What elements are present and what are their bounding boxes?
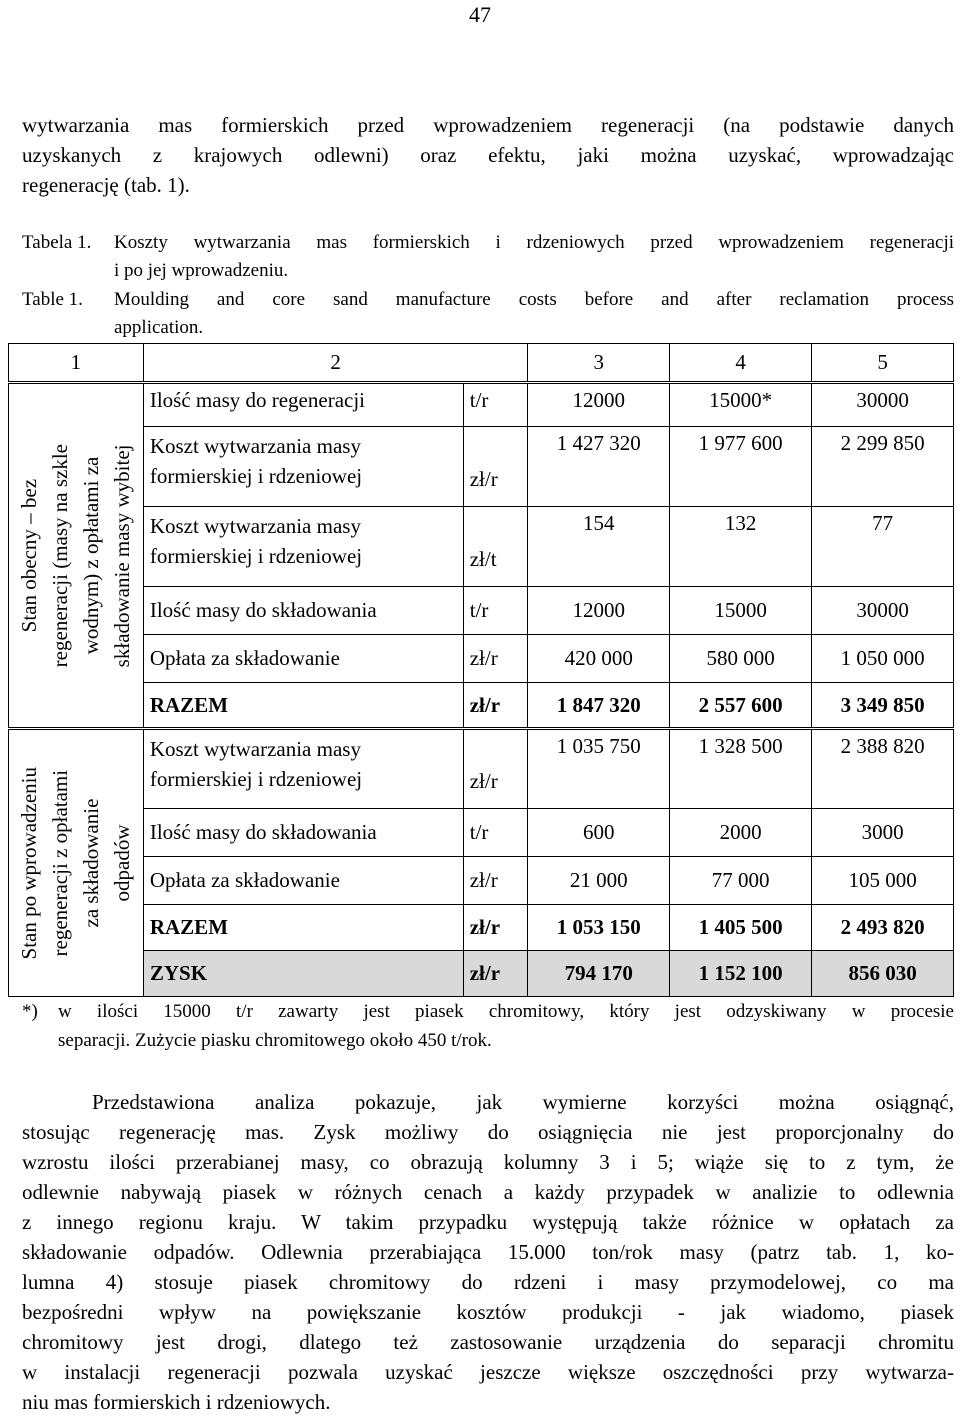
section-label-line: za składowanie <box>78 798 103 928</box>
body-line: lumna 4) stosuje piasek chromitowy do rdzeni i masy przymodelowej, co ma <box>22 1270 954 1294</box>
row-unit: zł/r <box>463 427 528 507</box>
row-unit: zł/r <box>463 951 528 997</box>
cell-col3: 1 427 320 <box>528 427 670 507</box>
row-unit: zł/r <box>463 905 528 951</box>
body-line: bezpośredni wpływ na powiększanie kosztów produkcji - jak wiadomo, piasek <box>22 1300 954 1324</box>
cell-col4: 132 <box>670 507 812 587</box>
row-desc: Opłata za składowanie <box>143 857 463 905</box>
col-header: 3 <box>528 344 670 383</box>
section-label-line: składowanie masy wybitej <box>109 444 134 667</box>
row-unit: zł/t <box>463 507 528 587</box>
cell-col5: 1 050 000 <box>812 635 954 683</box>
cell-col3: 1 035 750 <box>528 729 670 809</box>
intro-line: uzyskanych z krajowych odlewni) oraz efektu, jaki można uzyskać, wprowadzając <box>22 143 954 167</box>
cell-col5: 3 349 850 <box>812 683 954 729</box>
row-unit: t/r <box>463 383 528 427</box>
cell-col4: 1 328 500 <box>670 729 812 809</box>
cell-col5: 3000 <box>812 809 954 857</box>
body-line: wzrostu ilości przerabianej masy, co obrazują kolumny 3 i 5; wiąże się to z tym, że <box>22 1150 954 1174</box>
cell-col5: 105 000 <box>812 857 954 905</box>
table-row <box>9 587 954 635</box>
row-unit: t/r <box>463 587 528 635</box>
section-label-line: odpadów <box>109 824 134 902</box>
cell-col3: 21 000 <box>528 857 670 905</box>
section-label-current <box>9 383 144 729</box>
caption-text: Moulding and core sand manufacture costs before and after reclamation process <box>114 289 954 310</box>
cost-table <box>8 343 954 997</box>
cell-col5: 2 299 850 <box>812 427 954 507</box>
col-header: 1 <box>9 344 144 383</box>
table-footnote <box>22 997 954 1055</box>
cell-col4: 1 405 500 <box>670 905 812 951</box>
footnote-mark: *) <box>22 1001 38 1022</box>
cell-col3: 154 <box>528 507 670 587</box>
row-unit: t/r <box>463 809 528 857</box>
footnote-text-cont: separacji. Zużycie piasku chromitowego około 450 t/rok. <box>58 1030 492 1051</box>
caption-label: Table 1. <box>22 289 83 310</box>
cell-col5: 2 388 820 <box>812 729 954 809</box>
table-row <box>9 635 954 683</box>
table-header-row <box>9 344 954 383</box>
row-desc: Ilość masy do składowania <box>143 809 463 857</box>
table-row-total <box>9 905 954 951</box>
section-label-line: Stan po wprowadzeniu <box>16 766 41 960</box>
table-row <box>9 507 954 587</box>
intro-paragraph <box>22 110 954 200</box>
cell-col4: 580 000 <box>670 635 812 683</box>
cell-col5: 30000 <box>812 383 954 427</box>
row-desc: Ilość masy do składowania <box>143 587 463 635</box>
cell-col3: 420 000 <box>528 635 670 683</box>
section-label-line: Stan obecny – bez <box>16 478 41 633</box>
row-unit: zł/r <box>463 729 528 809</box>
row-desc: ZYSK <box>143 951 463 997</box>
cell-col5: 2 493 820 <box>812 905 954 951</box>
cell-col4: 15000 <box>670 587 812 635</box>
intro-line: regenerację (tab. 1). <box>22 173 190 197</box>
cell-col5: 856 030 <box>812 951 954 997</box>
row-desc: Opłata za składowanie <box>143 635 463 683</box>
table-row-total <box>9 683 954 729</box>
body-line: w instalacji regeneracji pozwala uzyskać jeszcze większe oszczędności przy wytwarza- <box>22 1360 954 1384</box>
row-desc: RAZEM <box>143 683 463 729</box>
cell-col5: 30000 <box>812 587 954 635</box>
table-row-profit <box>9 951 954 997</box>
footnote-text: w ilości 15000 t/r zawarty jest piasek chromitowy, który jest odzyskiwany w procesie <box>58 1001 954 1022</box>
cell-col3: 12000 <box>528 383 670 427</box>
cell-col3: 600 <box>528 809 670 857</box>
section-label-line: wodnym) z opłatami za <box>78 456 103 655</box>
row-desc: RAZEM <box>143 905 463 951</box>
section-label-line: regeneracji z opłatami <box>47 769 72 957</box>
cell-col4: 1 152 100 <box>670 951 812 997</box>
row-unit: zł/r <box>463 683 528 729</box>
cell-col4: 2000 <box>670 809 812 857</box>
caption-text-cont: i po jej wprowadzeniu. <box>114 260 289 281</box>
body-line: składowanie odpadów. Odlewnia przerabiająca 15.000 ton/rok masy (patrz tab. 1, ko- <box>22 1240 954 1264</box>
table-caption-en <box>22 286 954 342</box>
row-unit: zł/r <box>463 857 528 905</box>
cell-col3: 12000 <box>528 587 670 635</box>
cell-col4: 2 557 600 <box>670 683 812 729</box>
page-number: 47 <box>469 2 491 27</box>
col-header: 2 <box>143 344 528 383</box>
caption-text-cont: application. <box>114 317 204 338</box>
body-line: odlewnie nabywają piasek w różnych cenach a każdy przypadek w analizie to odlewnia <box>22 1180 954 1204</box>
row-unit: zł/r <box>463 635 528 683</box>
table-caption-pl <box>22 229 954 285</box>
body-line: niu mas formierskich i rdzeniowych. <box>22 1390 331 1414</box>
body-paragraph <box>22 1087 954 1417</box>
body-line: chromitowy jest drogi, dlatego też zastosowanie urządzenia do separacji chromitu <box>22 1330 954 1354</box>
caption-text: Koszty wytwarzania mas formierskich i rdzeniowych przed wprowadzeniem regeneracji <box>114 232 954 253</box>
body-line: Przedstawiona analiza pokazuje, jak wymierne korzyści można osiągnąć, <box>92 1090 954 1114</box>
body-line: z innego regionu kraju. W takim przypadku występują także różnice w opłatach za <box>22 1210 954 1234</box>
cell-col5: 77 <box>812 507 954 587</box>
row-desc: Ilość masy do regeneracji <box>143 383 463 427</box>
section-label-after <box>9 729 144 997</box>
cell-col3: 1 053 150 <box>528 905 670 951</box>
cell-col4: 1 977 600 <box>670 427 812 507</box>
row-desc: Koszt wytwarzania masy formierskiej i rdzeniowej <box>143 729 463 809</box>
row-desc: Koszt wytwarzania masy formierskiej i rdzeniowej <box>143 427 463 507</box>
col-header: 5 <box>812 344 954 383</box>
table-row <box>9 383 954 427</box>
body-line: stosując regenerację mas. Zysk możliwy do osiągnięcia nie jest proporcjonalny do <box>22 1120 954 1144</box>
table-row <box>9 427 954 507</box>
intro-line: wytwarzania mas formierskich przed wprowadzeniem regeneracji (na podstawie danych <box>22 113 954 137</box>
section-label-line: regeneracji (masy na szkle <box>47 443 72 668</box>
col-header: 4 <box>670 344 812 383</box>
table-row <box>9 857 954 905</box>
table-row <box>9 809 954 857</box>
cell-col3: 1 847 320 <box>528 683 670 729</box>
table-row <box>9 729 954 809</box>
cell-col3: 794 170 <box>528 951 670 997</box>
row-desc: Koszt wytwarzania masy formierskiej i rdzeniowej <box>143 507 463 587</box>
cell-col4: 77 000 <box>670 857 812 905</box>
cell-col4: 15000* <box>670 383 812 427</box>
caption-label: Tabela 1. <box>22 232 92 253</box>
